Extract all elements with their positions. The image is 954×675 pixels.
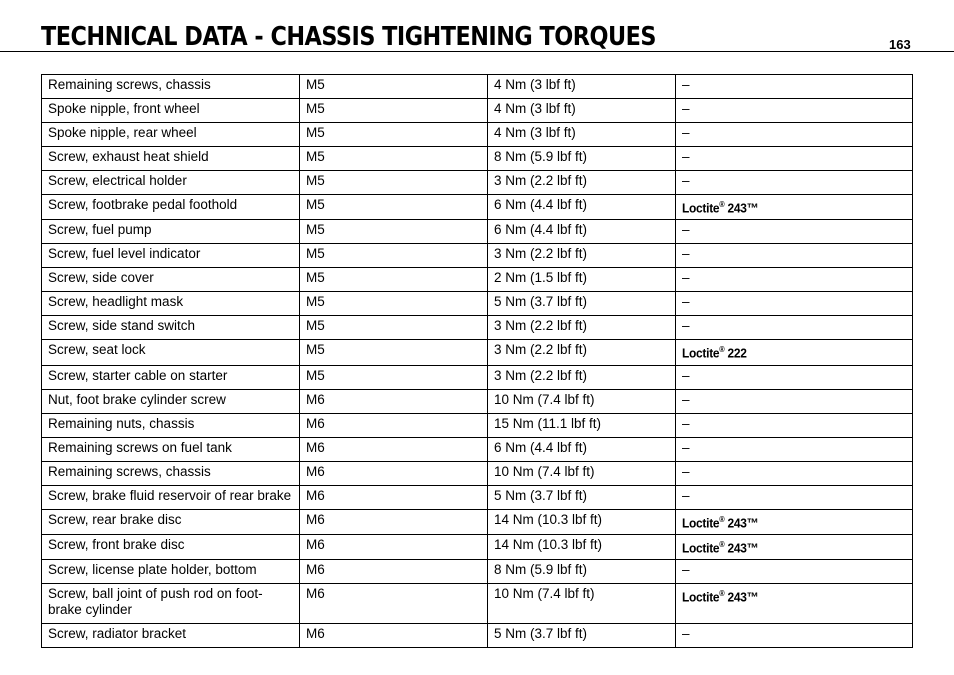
table-row (42, 195, 913, 220)
torque-cell: 5 Nm (3.7 lbf ft) (488, 624, 676, 648)
part-cell: Screw, starter cable on starter (42, 365, 300, 389)
note-cell: – (676, 292, 913, 316)
torque-cell: 8 Nm (5.9 lbf ft) (488, 147, 676, 171)
thread-cell: M5 (300, 365, 488, 389)
note-cell: – (676, 365, 913, 389)
thread-cell: M5 (300, 244, 488, 268)
torque-cell: 5 Nm (3.7 lbf ft) (488, 485, 676, 509)
thread-cell: M6 (300, 624, 488, 648)
note-cell: – (676, 316, 913, 340)
table-row (42, 171, 913, 195)
torque-cell: 10 Nm (7.4 lbf ft) (488, 584, 676, 624)
thread-cell: M6 (300, 509, 488, 534)
part-cell: Nut, foot brake cylinder screw (42, 389, 300, 413)
thread-cell: M5 (300, 220, 488, 244)
part-cell: Screw, headlight mask (42, 292, 300, 316)
torque-cell: 4 Nm (3 lbf ft) (488, 75, 676, 99)
loctite-note: Loctite® 243™ (682, 200, 759, 216)
torque-cell: 10 Nm (7.4 lbf ft) (488, 461, 676, 485)
torque-cell: 6 Nm (4.4 lbf ft) (488, 195, 676, 220)
table-row (42, 99, 913, 123)
thread-cell: M5 (300, 292, 488, 316)
torque-cell: 3 Nm (2.2 lbf ft) (488, 171, 676, 195)
table-row (42, 485, 913, 509)
part-cell: Spoke nipple, rear wheel (42, 123, 300, 147)
table-row (42, 220, 913, 244)
note-cell: – (676, 147, 913, 171)
note-cell: – (676, 123, 913, 147)
torque-cell: 8 Nm (5.9 lbf ft) (488, 560, 676, 584)
note-cell (676, 509, 913, 534)
note-cell (676, 584, 913, 624)
torque-cell: 3 Nm (2.2 lbf ft) (488, 340, 676, 365)
torque-cell: 4 Nm (3 lbf ft) (488, 99, 676, 123)
note-cell (676, 534, 913, 559)
table-row (42, 413, 913, 437)
part-cell: Screw, seat lock (42, 340, 300, 365)
thread-cell: M6 (300, 560, 488, 584)
loctite-note: Loctite® 243™ (682, 514, 759, 530)
torque-table-body (42, 75, 913, 648)
table-row (42, 365, 913, 389)
table-row (42, 461, 913, 485)
note-cell: – (676, 75, 913, 99)
note-cell: – (676, 485, 913, 509)
note-cell: – (676, 99, 913, 123)
note-cell: – (676, 220, 913, 244)
table-row (42, 75, 913, 99)
torque-cell: 4 Nm (3 lbf ft) (488, 123, 676, 147)
table-row (42, 340, 913, 365)
thread-cell: M5 (300, 99, 488, 123)
torque-cell: 14 Nm (10.3 lbf ft) (488, 534, 676, 559)
note-cell: – (676, 268, 913, 292)
torque-cell: 3 Nm (2.2 lbf ft) (488, 244, 676, 268)
table-row (42, 292, 913, 316)
part-cell: Screw, electrical holder (42, 171, 300, 195)
page-number: 163 (889, 37, 911, 52)
loctite-note: Loctite® 243™ (682, 539, 759, 556)
thread-cell: M5 (300, 123, 488, 147)
thread-cell: M5 (300, 268, 488, 292)
note-cell: – (676, 560, 913, 584)
thread-cell: M5 (300, 195, 488, 220)
thread-cell: M6 (300, 485, 488, 509)
part-cell: Screw, ball joint of push rod on foot-brake cylinder (42, 584, 300, 624)
note-cell: – (676, 461, 913, 485)
note-cell: – (676, 413, 913, 437)
table-row (42, 316, 913, 340)
loctite-note: Loctite® 243™ (682, 589, 759, 605)
note-cell: – (676, 437, 913, 461)
part-cell: Screw, fuel level indicator (42, 244, 300, 268)
note-cell: – (676, 624, 913, 648)
part-cell: Screw, license plate holder, bottom (42, 560, 300, 584)
thread-cell: M6 (300, 413, 488, 437)
part-cell: Screw, radiator bracket (42, 624, 300, 648)
part-cell: Screw, fuel pump (42, 220, 300, 244)
thread-cell: M6 (300, 461, 488, 485)
torque-cell: 15 Nm (11.1 lbf ft) (488, 413, 676, 437)
part-cell: Screw, brake fluid reservoir of rear brake (42, 485, 300, 509)
part-cell: Screw, exhaust heat shield (42, 147, 300, 171)
thread-cell: M6 (300, 389, 488, 413)
part-cell: Remaining screws, chassis (42, 461, 300, 485)
thread-cell: M5 (300, 340, 488, 365)
part-cell: Spoke nipple, front wheel (42, 99, 300, 123)
page-header (0, 0, 954, 52)
table-row (42, 437, 913, 461)
torque-cell: 10 Nm (7.4 lbf ft) (488, 389, 676, 413)
part-cell: Screw, footbrake pedal foothold (42, 195, 300, 220)
loctite-note: Loctite® 222 (682, 345, 747, 361)
table-row (42, 584, 913, 624)
part-cell: Screw, side cover (42, 268, 300, 292)
thread-cell: M6 (300, 437, 488, 461)
thread-cell: M5 (300, 147, 488, 171)
note-cell (676, 195, 913, 220)
table-row (42, 147, 913, 171)
torque-table (41, 74, 913, 648)
torque-cell: 14 Nm (10.3 lbf ft) (488, 509, 676, 534)
table-row (42, 534, 913, 559)
part-cell: Remaining nuts, chassis (42, 413, 300, 437)
thread-cell: M5 (300, 75, 488, 99)
note-cell: – (676, 389, 913, 413)
torque-cell: 2 Nm (1.5 lbf ft) (488, 268, 676, 292)
table-row (42, 123, 913, 147)
part-cell: Remaining screws, chassis (42, 75, 300, 99)
part-cell: Screw, rear brake disc (42, 509, 300, 534)
note-cell: – (676, 171, 913, 195)
table-row (42, 244, 913, 268)
thread-cell: M6 (300, 584, 488, 624)
thread-cell: M5 (300, 171, 488, 195)
thread-cell: M6 (300, 534, 488, 559)
torque-cell: 5 Nm (3.7 lbf ft) (488, 292, 676, 316)
thread-cell: M5 (300, 316, 488, 340)
torque-cell: 6 Nm (4.4 lbf ft) (488, 437, 676, 461)
part-cell: Screw, side stand switch (42, 316, 300, 340)
table-row (42, 268, 913, 292)
torque-cell: 3 Nm (2.2 lbf ft) (488, 365, 676, 389)
note-cell: – (676, 244, 913, 268)
table-row (42, 560, 913, 584)
torque-cell: 6 Nm (4.4 lbf ft) (488, 220, 676, 244)
table-row (42, 509, 913, 534)
page-title: TECHNICAL DATA - CHASSIS TIGHTENING TORQUES (41, 22, 656, 52)
table-row (42, 624, 913, 648)
part-cell: Screw, front brake disc (42, 534, 300, 559)
torque-cell: 3 Nm (2.2 lbf ft) (488, 316, 676, 340)
table-row (42, 389, 913, 413)
note-cell (676, 340, 913, 365)
part-cell: Remaining screws on fuel tank (42, 437, 300, 461)
